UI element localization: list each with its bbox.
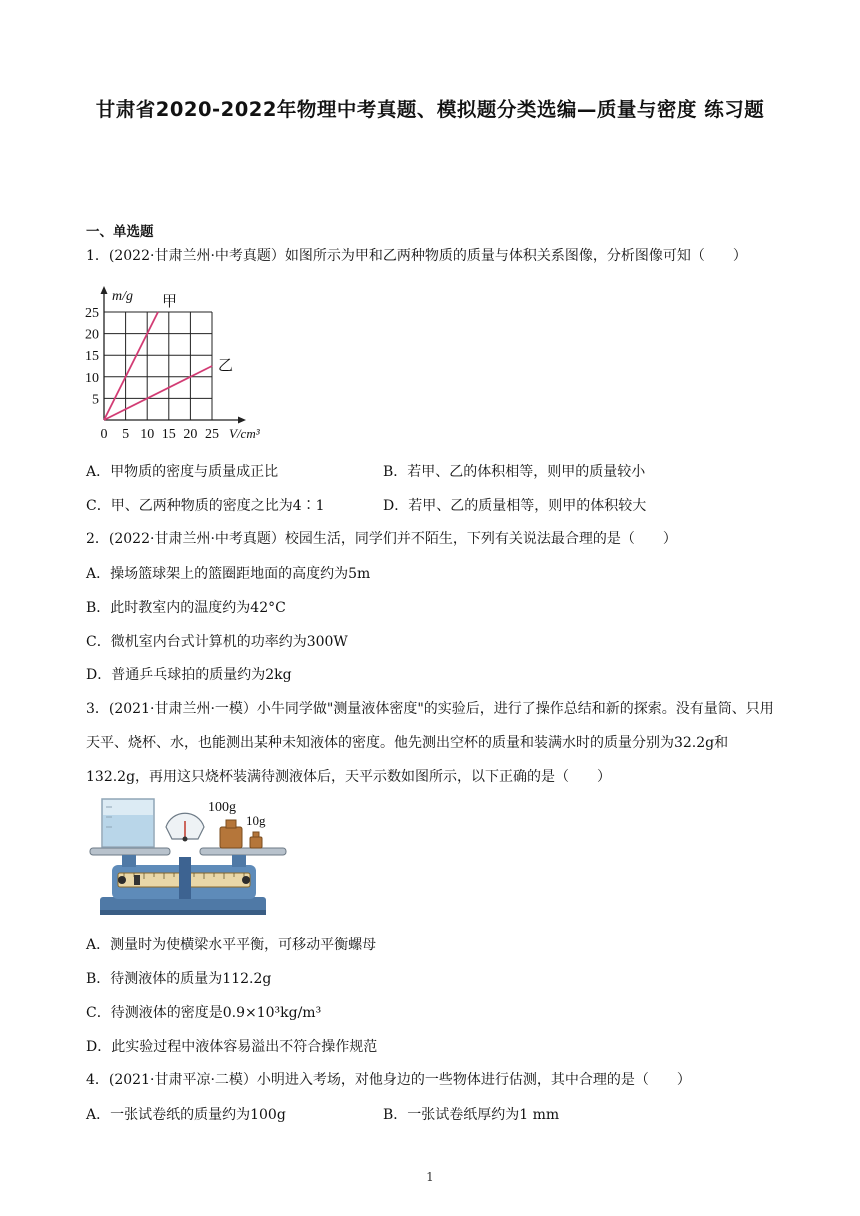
x-tick-label: 10 bbox=[140, 427, 155, 442]
weight-100g-label: 100g bbox=[208, 800, 236, 815]
y-axis-arrow bbox=[101, 286, 108, 294]
question-3-stem: 3．(2021·甘肃兰州·一模）小牛同学做"测量液体密度"的实验后，进行了操作总结和新的探索。没有量筒、只用天平、烧杯、水，也能测出某种未知液体的密度。他先测出空杯的质量和装满水时的质量分别为32.2g和132.2g，再用这只烧杯装满待测液体后，天平示数如图所示，以下正确的是（ ） bbox=[86, 701, 774, 785]
x-tick-label: 5 bbox=[122, 427, 130, 442]
q3-option-b: B．待测液体的质量为112.2g bbox=[86, 971, 272, 987]
balance-scale-image bbox=[82, 793, 292, 923]
q4-option-b: B．一张试卷纸厚约为1 mm bbox=[383, 1107, 560, 1123]
chart-series bbox=[104, 312, 212, 420]
y-tick-label: 5 bbox=[92, 392, 99, 408]
mass-volume-chart bbox=[76, 282, 286, 452]
series-line bbox=[104, 312, 158, 420]
q4-option-a: A．一张试卷纸的质量约为100g bbox=[86, 1107, 286, 1123]
y-axis-label: m/g bbox=[112, 289, 133, 304]
y-tick-label: 20 bbox=[85, 327, 99, 343]
q3-option-a: A．测量时为使横梁水平平衡，可移动平衡螺母 bbox=[86, 937, 377, 953]
page-title: 甘肃省2020-2022年物理中考真题、模拟题分类选编—质量与密度 练习题 bbox=[95, 98, 765, 121]
q1-option-c: C．甲、乙两种物质的密度之比为4∶1 bbox=[86, 498, 325, 514]
q1-option-b: B．若甲、乙的体积相等，则甲的质量较小 bbox=[383, 464, 646, 480]
q2-option-c: C．微机室内台式计算机的功率约为300W bbox=[86, 634, 348, 650]
x-tick-label: 0 bbox=[100, 427, 108, 442]
x-tick-label: 20 bbox=[183, 427, 198, 442]
series-label: 甲 bbox=[162, 294, 178, 310]
x-axis-arrow bbox=[238, 417, 246, 424]
x-tick-label: 25 bbox=[205, 427, 219, 442]
y-tick-label: 15 bbox=[85, 349, 99, 365]
q1-option-a: A．甲物质的密度与质量成正比 bbox=[86, 464, 279, 480]
y-tick-label: 25 bbox=[85, 306, 99, 321]
section-heading: 一、单选题 bbox=[86, 224, 154, 240]
question-4-stem: 4．(2021·甘肃平凉·二模）小明进入考场，对他身边的一些物体进行估测，其中合理的是（ ） bbox=[86, 1072, 691, 1088]
y-tick-label: 10 bbox=[85, 370, 99, 386]
weight-10g-label: 10g bbox=[246, 813, 266, 828]
x-axis-label: V/cm³ bbox=[229, 426, 260, 441]
x-tick-label: 15 bbox=[161, 427, 176, 442]
chart-grid bbox=[104, 312, 212, 420]
page-number: 1 bbox=[426, 1170, 434, 1184]
series-label: 乙 bbox=[218, 358, 234, 374]
q1-option-d: D．若甲、乙的质量相等，则甲的体积较大 bbox=[383, 498, 647, 514]
q2-option-d: D．普通乒乓球拍的质量约为2kg bbox=[86, 667, 292, 683]
question-2-stem: 2．(2022·甘肃兰州·中考真题）校园生活，同学们并不陌生，下列有关说法最合理的是（ ） bbox=[86, 531, 677, 547]
question-1-stem: 1．(2022·甘肃兰州·中考真题）如图所示为甲和乙两种物质的质量与体积关系图像，分析图像可知（ ） bbox=[86, 248, 747, 264]
q3-option-d: D．此实验过程中液体容易溢出不符合操作规范 bbox=[86, 1039, 378, 1055]
q2-option-a: A．操场篮球架上的篮圈距地面的高度约为5m bbox=[86, 566, 371, 582]
q2-option-b: B．此时教室内的温度约为42°C bbox=[86, 600, 286, 616]
series-line bbox=[104, 366, 212, 420]
q3-option-c: C．待测液体的密度是0.9×10³kg/m³ bbox=[86, 1005, 322, 1021]
